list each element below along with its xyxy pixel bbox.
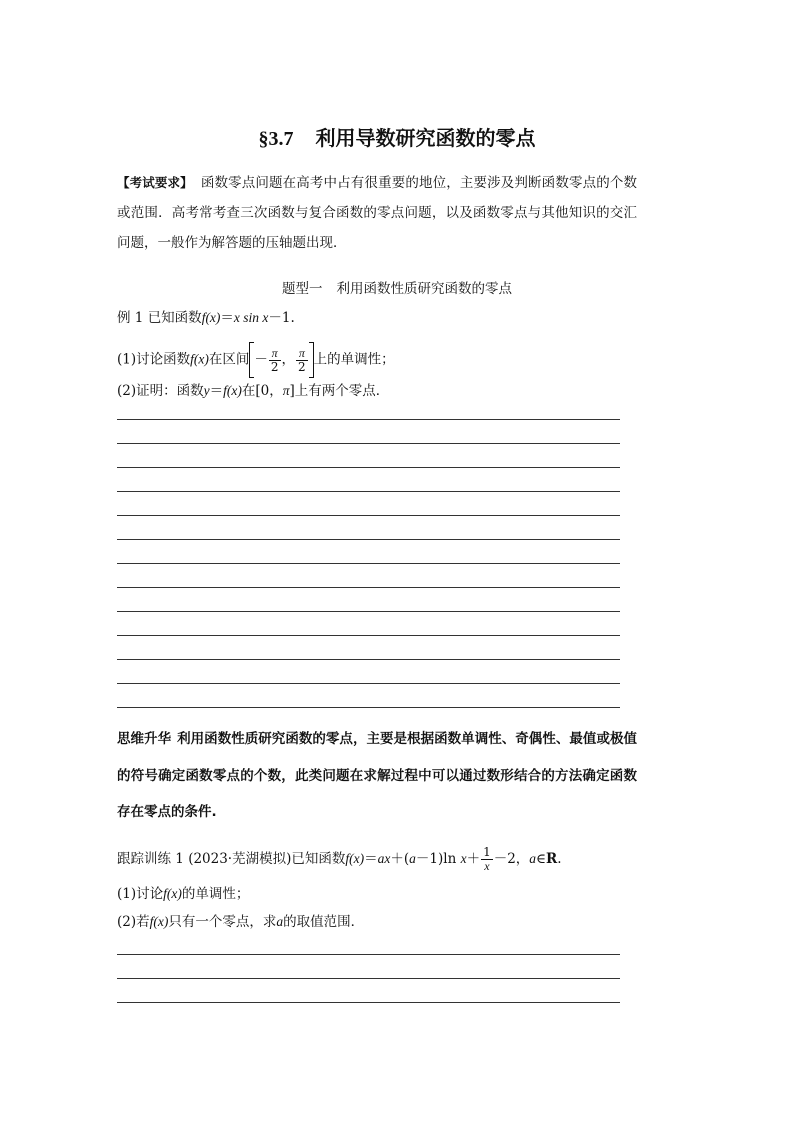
- answer-line: [117, 563, 620, 564]
- real-numbers-symbol: R: [546, 851, 558, 867]
- term-ax: ax: [377, 851, 391, 866]
- t-question-2-function: f(x): [149, 914, 169, 929]
- fraction-1-over-x: [481, 846, 493, 873]
- function-constant: －1.: [268, 310, 295, 326]
- problem-type-heading: [0, 277, 794, 297]
- t-question-1-suffix: 的单调性；: [181, 886, 250, 902]
- training-1-question-1: [117, 882, 249, 902]
- example-1-question-1: [117, 342, 395, 378]
- equals-sign: ＝: [220, 310, 234, 326]
- minus-sign: －: [254, 351, 268, 368]
- training-1-question-2: [117, 910, 364, 930]
- page-title: [0, 122, 794, 151]
- training-source: (2023·芜湖模拟): [188, 851, 292, 867]
- fraction-denominator: x: [484, 859, 490, 873]
- question-1-prefix: (1)讨论函数: [117, 351, 191, 368]
- fraction-numerator: π: [269, 347, 281, 361]
- answer-line: [117, 443, 620, 444]
- t-question-1-function: f(x): [163, 886, 182, 901]
- answer-line: [117, 954, 620, 955]
- question-1-suffix: 上的单调性；: [313, 351, 395, 368]
- equals-sign: ＝: [364, 851, 378, 867]
- t-question-2-suffix: 的取值范围．: [283, 914, 365, 930]
- fraction-denominator: 2: [270, 359, 279, 374]
- answer-line: [117, 635, 620, 636]
- example-label: 例 1: [117, 310, 144, 326]
- answer-line: [117, 707, 620, 708]
- answer-line: [117, 539, 620, 540]
- minus-one-ln: －1)ln: [415, 851, 457, 867]
- question-1-interval-text: 在区间: [208, 351, 250, 368]
- function-expression: x sin x: [233, 310, 269, 325]
- interval-comma: ，: [281, 351, 295, 368]
- fraction-pi-over-2-right: [296, 347, 308, 374]
- answer-line: [117, 515, 620, 516]
- period: .: [557, 851, 562, 867]
- answer-line: [117, 419, 620, 420]
- thinking-text: 利用函数性质研究函数的零点，主要是根据函数单调性、奇偶性、最值或极值的符号确定函数零点的个数，此类问题在求解过程中可以通过数形结合的方法确定函数存在零点的条件.: [117, 731, 638, 820]
- question-2-prefix: (2)证明：函数: [117, 383, 204, 399]
- section-title: 利用导数研究函数的零点: [315, 126, 536, 150]
- question-1-function: f(x): [190, 351, 209, 367]
- answer-line: [117, 1002, 620, 1003]
- condition-variable-a: a: [529, 851, 537, 866]
- training-prefix: 已知函数: [291, 851, 346, 867]
- fraction-denominator: 2: [298, 359, 306, 374]
- variable-y: y: [203, 383, 210, 398]
- example-text: 已知函数: [147, 310, 202, 326]
- fraction-numerator: 1: [483, 845, 491, 859]
- answer-line: [117, 491, 620, 492]
- section-number: §3.7: [258, 128, 294, 150]
- t-question-2-prefix: (2)若: [117, 914, 150, 930]
- thinking-label: 思维升华: [117, 731, 172, 747]
- plus-paren: ＋(: [390, 851, 410, 867]
- example-1-statement: [117, 306, 295, 326]
- exam-requirement: [117, 168, 637, 258]
- fraction-pi-over-2-left: [269, 347, 281, 374]
- minus-two: －2，: [493, 851, 530, 867]
- requirement-text: 函数零点问题在高考中占有很重要的地位，主要涉及判断函数零点的个数或范围．高考常考查三次函数与复合函数的零点问题，以及函数零点与其他知识的交汇问题，一般作为解答题的压轴题出现．: [117, 175, 637, 251]
- equals-sign: ＝: [209, 383, 224, 399]
- thinking-summary: [117, 721, 637, 831]
- function-name: f(x): [201, 310, 221, 325]
- answer-line: [117, 611, 620, 612]
- variable-a: a: [276, 914, 284, 929]
- plus-sign: ＋: [466, 851, 481, 867]
- problem-type-title: 利用函数性质研究函数的零点: [336, 281, 512, 297]
- example-1-question-2: [117, 379, 389, 399]
- variable-a: a: [409, 851, 416, 866]
- question-2-suffix: ]上有两个零点．: [289, 383, 390, 399]
- training-label: 跟踪训练 1: [117, 851, 184, 867]
- answer-line: [117, 587, 620, 588]
- answer-line: [117, 683, 620, 684]
- variable-x: x: [460, 851, 467, 866]
- t-question-1-prefix: (1)讨论: [117, 886, 164, 902]
- training-1-statement: [117, 846, 562, 873]
- answer-line: [117, 659, 620, 660]
- question-2-interval: 在[0，: [241, 383, 283, 399]
- element-of-symbol: ∈: [536, 851, 547, 867]
- answer-line: [117, 978, 620, 979]
- training-function: f(x): [345, 851, 365, 866]
- answer-line: [117, 467, 620, 468]
- pi-symbol: π: [282, 383, 290, 398]
- fraction-numerator: π: [296, 347, 308, 361]
- problem-type-label: 题型一: [282, 281, 323, 297]
- requirement-tag: 【考试要求】: [117, 175, 193, 190]
- question-2-function: f(x): [223, 383, 242, 398]
- t-question-2-mid: 只有一个零点，求: [168, 914, 277, 930]
